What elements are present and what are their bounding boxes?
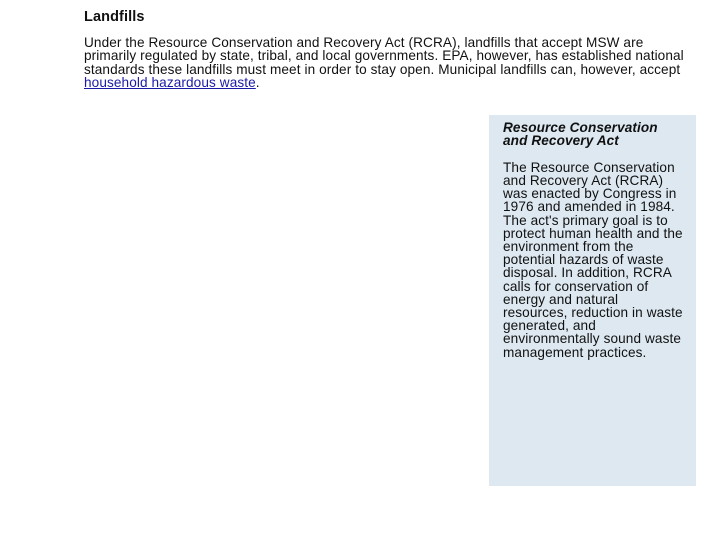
household-hazardous-waste-link[interactable]: household hazardous waste (84, 74, 256, 90)
rcra-sidebar-box (489, 115, 696, 486)
paragraph-end-punctuation: . (255, 74, 260, 90)
landfills-paragraph (84, 36, 696, 89)
sidebar-title: Resource Conservation and Recovery Act (503, 120, 658, 149)
section-heading: Landfills (84, 9, 145, 25)
sidebar-description: The Resource Conservation and Recovery Act (RCRA) was enacted by Congress in 1976 and amended in 1984. The act's primary goal is to protect human health and the environment from the potential hazards of waste disposal. In addition, RCRA calls for conservation of energy and natural resources, reduction in waste generated, and environmentally sound waste management practices. (503, 159, 683, 360)
paragraph-text: Under the Resource Conservation and Recovery Act (RCRA), landfills that accept MSW are primarily regulated by state, tribal, and local governments. EPA, however, has established national standards these landfills must meet in order to stay open. Municipal landfills can, however, accept (84, 35, 684, 77)
